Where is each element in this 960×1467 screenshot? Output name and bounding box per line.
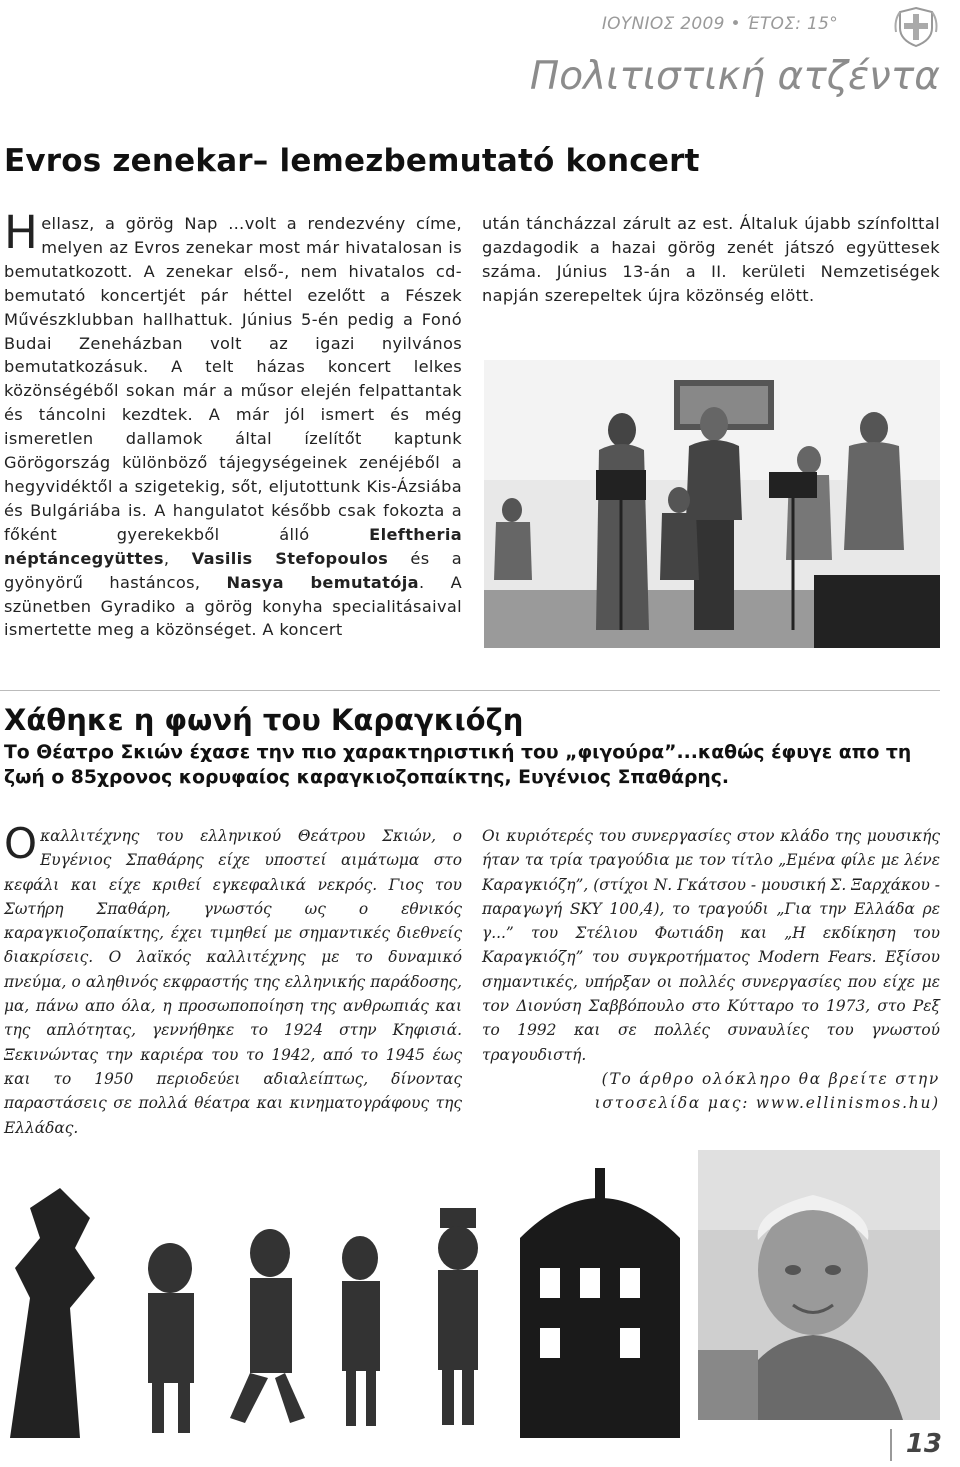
section-divider xyxy=(0,690,940,691)
issue-date: ΙΟΥΝΙΟΣ 2009 • ΈΤΟΣ: 15° xyxy=(601,14,838,34)
article-text: és a gyönyörű hastáncos, xyxy=(4,548,462,592)
article-text: , xyxy=(163,548,192,568)
article-text: καλλιτέχνης του ελληνικού Θεάτρου Σκιών, ο Ευγένιος Σπαθάρης είχε υποστεί αιμάτωμα στο κεφάλι και είχε κριθεί εγκεφαλικά νεκρός. Γιος του Σωτήρη Σπαθάρη, γνωστός ως ο εθνικός καραγκιοζοπαίκτης, έχει τιμηθεί με σημαντικές διεθνείς διακρίσεις. Ο λαϊκός καλλιτέχνης με το δυναμικό πνεύμα, ο αληθινός εκφραστής της ελληνικής παράδοσης, μα, πάνω απο όλα, η προσωποποίηση της ανθρωπιάς και της απλότητας, γεννήθηκε το 1924 στην Κηφισιά. Ξεκινώντας την καριέρα του το 1942, από το 1945 έως και το 1950 περιοδεύει αδιαλείπτως, δίνοντας παραστάσεις σε πολλά θέατρα και κινηματογράφους της Ελλάδας. xyxy=(4,827,462,1137)
article-subtitle: Το Θέατρο Σκιών έχασε την πιο χαρακτηριστική του „φιγούρα”...καθώς έφυγε απο τη ζωή ο 85χρονος κορυφαίος καραγκιοζοπαίκτης, Ευγένιος Σπαθάρης. xyxy=(4,742,912,788)
section-title: Πολιτιστική ατζέντα xyxy=(529,54,940,99)
article-text: Οι κυριότερές του συνεργασίες στον κλάδο της μουσικής ήταν τα τρία τραγούδια με τον τίτλο „Εμένα φίλε με λένε Καραγκιόζη”, (στίχοι Ν. Γκάτσου - μουσική Σ. Ξαρχάκου - παραγωγή SKY 100,4), το τραγούδι „Για την Ελλάδα ρε γ...” του Στέλιου Φωτιάδη και „Η εκδίκηση του Καραγκιόζη” του συγκροτήματος Modern Fears. Εξίσου σημαντικές, υπήρξαν οι πολλές συνεργασίες που είχε με τον Διονύση Σαββόπουλο στο Κύτταρο το 1973, στο Ρεξ το 1992 και σε πολλές συναυλίες του γνωστού τραγουδιστή. xyxy=(482,827,940,1064)
article-title: Χάθηκε η φωνή του Καραγκιόζη xyxy=(4,703,524,737)
article-column-left xyxy=(4,819,462,1140)
article-title: Evros zenekar– lemezbemutató koncert xyxy=(4,143,700,179)
page-number-divider xyxy=(890,1429,892,1461)
concert-photo xyxy=(484,360,940,648)
drop-cap: Ο xyxy=(4,819,38,868)
article-column-right xyxy=(482,824,940,1116)
greek-emblem-icon xyxy=(892,2,940,50)
highlight-name: Nasya bemutatója xyxy=(226,572,419,592)
article-text: ellasz, a görög Nap …volt a rendezvény címe, melyen az Evros zenekar most már hivatalosan is bemutatkozott. A zenekar első-, nem hivatalos cd-bemutató koncertjét pár héttel ezelőtt a Fészek Művészklubban hallhattuk. Június 5-én pedig a Fonó Budai Zeneházban volt az igazi nyilvános bemutatkozásuk. A telt házas koncert lelkes közönségéből sokan már a műsor elején felpattantak és táncolni kezdtek. A már jól ismert és még ismeretlen dallamok által ízelítőt kaptunk Görögország különböző tájegységeinek zenéjéből a hegyvidéktől a szigetekig, sőt, eljutottunk Kis-Ázsiába és Bulgáriába is. A hangulatot később csak fokozta a főként gyerekekből álló xyxy=(4,214,462,544)
article-note: (Το άρθρο ολόκληρο θα βρείτε στην ιστοσελίδα μας: www.ellinismos.hu) xyxy=(594,1069,940,1113)
drop-cap: H xyxy=(4,206,39,259)
article-text: után táncházzal zárult az est. Általuk újabb színfolttal gazdagodik a hazai görög zenét játszó együttesek száma. Június 13-án a II. kerületi Nemzetiségek napján szerepeltek újra közönség elött. xyxy=(482,214,940,305)
portrait-photo xyxy=(698,1150,940,1420)
article-text: . A szünetben Gyradiko a görög konyha specialitásaival ismertette meg a közönséget. A koncert xyxy=(4,572,462,640)
highlight-name: Vasilis Stefopoulos xyxy=(191,548,389,568)
article-column-right xyxy=(482,212,940,308)
article-column-left xyxy=(4,206,462,642)
page-number: 13 xyxy=(905,1429,942,1459)
highlight-name: Eleftheria néptáncegyüttes xyxy=(4,524,462,568)
shadow-theatre-illustration xyxy=(0,1148,690,1438)
